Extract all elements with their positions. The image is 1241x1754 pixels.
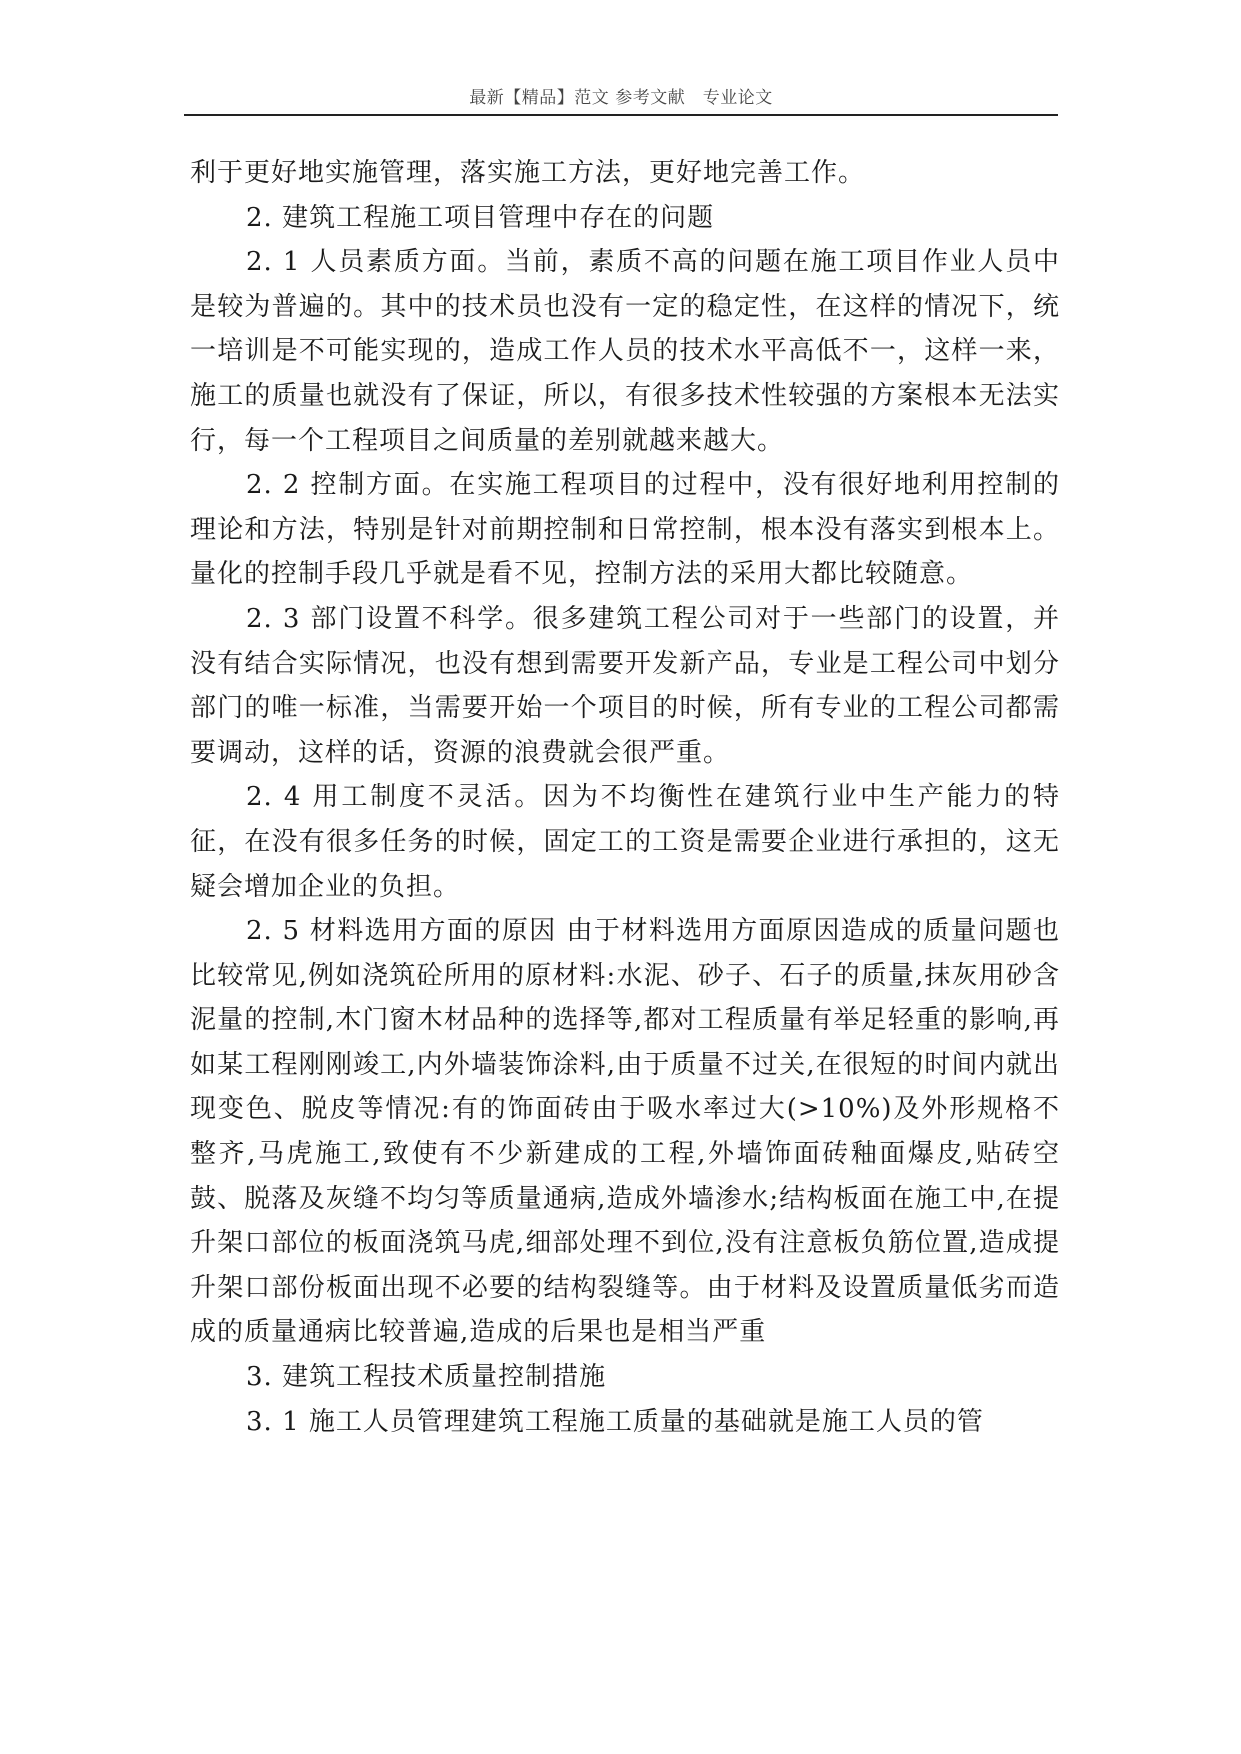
paragraph-2-2: 2. 2 控制方面。在实施工程项目的过程中，没有很好地利用控制的理论和方法，特别是针对前期控制和日常控制，根本没有落实到根本上。量化的控制手段几乎就是看不见，控制方法的采用大都比较随意。 [190,470,1060,590]
section-heading-2: 2. 建筑工程施工项目管理中存在的问题 [246,202,715,233]
paragraph-2-3: 2. 3 部门设置不科学。很多建筑工程公司对于一些部门的设置，并没有结合实际情况，也没有想到需要开发新产品，专业是工程公司中划分部门的唯一标准，当需要开始一个项目的时候，所有专业的工程公司都需要调动，这样的话，资源的浪费就会很严重。 [190,603,1060,768]
page-header: 最新【精品】范文 参考文献 专业论文 [469,88,773,108]
section-heading-3: 3. 建筑工程技术质量控制措施 [246,1362,607,1393]
paragraph-2-1: 2. 1 人员素质方面。当前，素质不高的问题在施工项目作业人员中是较为普遍的。其中的技术员也没有一定的稳定性，在这样的情况下，统一培训是不可能实现的，造成工作人员的技术水平高低不一，这样一来，施工的质量也就没有了保证，所以，有很多技术性较强的方案根本无法实行，每一个工程项目之间质量的差别就越来越大。 [190,247,1060,456]
paragraph-3-1: 3. 1 施工人员管理建筑工程施工质量的基础就是施工人员的管 [246,1406,984,1437]
paragraph-continuation: 利于更好地实施管理，落实施工方法，更好地完善工作。 [190,158,866,188]
paragraph-2-4: 2. 4 用工制度不灵活。因为不均衡性在建筑行业中生产能力的特征，在没有很多任务的时候，固定工的工资是需要企业进行承担的，这无疑会增加企业的负担。 [190,782,1060,902]
document-body [190,151,1060,1444]
paragraph-2-5: 2. 5 材料选用方面的原因 由于材料选用方面原因造成的质量问题也比较常见,例如浇筑砼所用的原材料:水泥、砂子、石子的质量,抹灰用砂含泥量的控制,木门窗木材品种的选择等,都对工程质量有举足轻重的影响,再如某工程刚刚竣工,内外墙装饰涂料,由于质量不过关,在很短的时间内就出现变色、脱皮等情况:有的饰面砖由于吸水率过大(>10%)及外形规格不整齐,马虎施工,致使有不少新建成的工程,外墙饰面砖釉面爆皮,贴砖空鼓、脱落及灰缝不均匀等质量通病,造成外墙渗水;结构板面在施工中,在提升架口部位的板面浇筑马虎,细部处理不到位,没有注意板负筋位置,造成提升架口部份板面出现不必要的结构裂缝等。由于材料及设置质量低劣而造成的质量通病比较普遍,造成的后果也是相当严重 [190,916,1060,1348]
header-divider [184,114,1058,116]
